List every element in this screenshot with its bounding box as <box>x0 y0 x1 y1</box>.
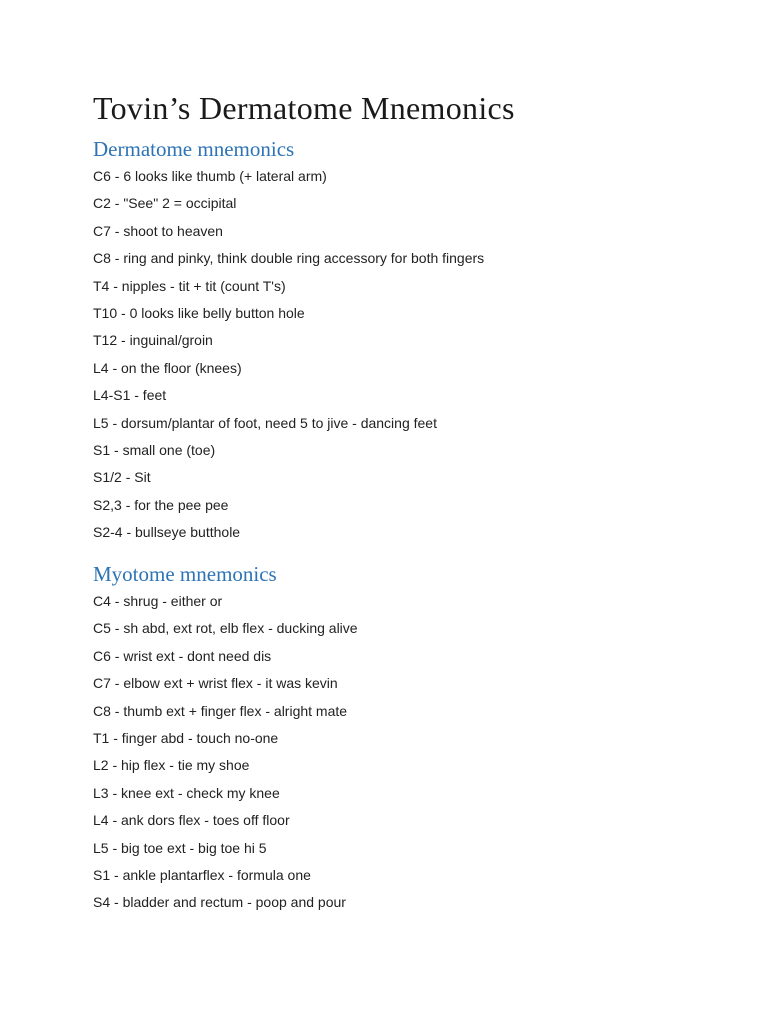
mnemonic-item: C2 - "See" 2 = occipital <box>93 195 237 212</box>
mnemonic-item: C5 - sh abd, ext rot, elb flex - ducking alive <box>93 620 358 637</box>
mnemonic-item: L5 - big toe ext - big toe hi 5 <box>93 839 267 856</box>
mnemonic-item: T10 - 0 looks like belly button hole <box>93 304 305 321</box>
mnemonic-item: L2 - hip flex - tie my shoe <box>93 757 250 774</box>
section-heading-myotome: Myotome mnemonics <box>93 562 277 587</box>
section-heading-dermatome: Dermatome mnemonics <box>93 137 295 161</box>
mnemonic-item: C6 - 6 looks like thumb (+ lateral arm) <box>93 168 327 184</box>
document-title: Tovin’s Dermatome Mnemonics <box>93 90 515 126</box>
mnemonic-item: C8 - thumb ext + finger flex - alright mate <box>93 702 348 719</box>
mnemonic-item: L4 - on the floor (knees) <box>93 359 242 376</box>
mnemonic-item: C7 - shoot to heaven <box>93 222 223 239</box>
mnemonic-item: T12 - inguinal/groin <box>93 332 213 349</box>
mnemonic-item: C6 - wrist ext - dont need dis <box>93 647 272 664</box>
mnemonic-item: C7 - elbow ext + wrist flex - it was kevin <box>93 675 338 692</box>
mnemonic-item: L3 - knee ext - check my knee <box>93 784 280 801</box>
mnemonic-item: S2,3 - for the pee pee <box>93 496 229 513</box>
mnemonic-item: S2-4 - bullseye butthole <box>93 524 241 541</box>
mnemonic-item: C4 - shrug - either or <box>93 593 223 610</box>
mnemonic-item: T1 - finger abd - touch no-one <box>93 730 279 747</box>
mnemonic-item: L5 - dorsum/plantar of foot, need 5 to jive - dancing feet <box>93 414 437 431</box>
mnemonic-item: S1 - ankle plantarflex - formula one <box>93 866 311 883</box>
mnemonic-item: L4 - ank dors flex - toes off floor <box>93 812 290 829</box>
mnemonic-item: S1/2 - Sit <box>93 469 151 486</box>
mnemonic-item: C8 - ring and pinky, think double ring accessory for both fingers <box>93 250 485 267</box>
mnemonic-item: S4 - bladder and rectum - poop and pour <box>93 894 346 911</box>
mnemonic-item: L4-S1 - feet <box>93 387 167 404</box>
mnemonic-item: S1 - small one (toe) <box>93 441 216 458</box>
mnemonic-item: T4 - nipples - tit + tit (count T's) <box>93 277 286 294</box>
